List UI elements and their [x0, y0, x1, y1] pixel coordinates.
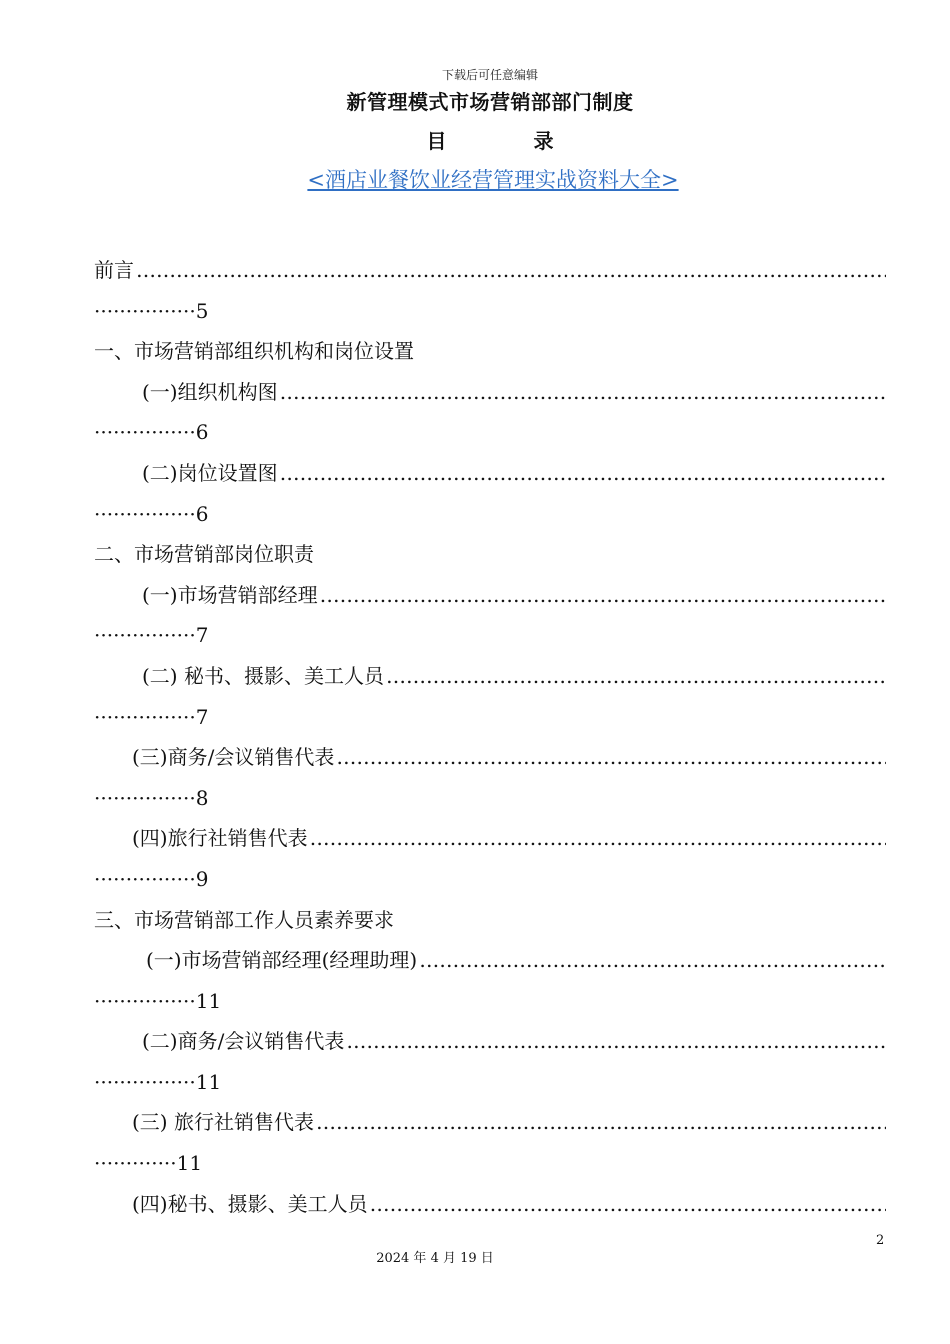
toc-section-heading	[94, 331, 886, 372]
dot-leader	[320, 575, 886, 616]
toc-entry-title: 二、市场营销部岗位职责	[94, 534, 316, 575]
toc-heading: 目 录	[426, 129, 594, 153]
toc-entry[interactable]	[94, 737, 886, 778]
dot-leader: ················	[94, 988, 196, 1013]
toc-entry-title: (四)旅行社销售代表	[132, 818, 310, 859]
toc-page-line	[94, 494, 886, 535]
toc-entry[interactable]	[94, 818, 886, 859]
toc-entry-title: 前言	[94, 250, 136, 291]
toc-entry[interactable]	[94, 453, 886, 494]
toc-page-line	[94, 697, 886, 738]
header-note: 下载后可任意编辑	[441, 68, 538, 82]
dot-leader: ················	[94, 298, 196, 323]
toc-entry[interactable]	[94, 656, 886, 697]
document-title: 新管理模式市场营销部部门制度	[346, 90, 634, 114]
toc-entry-title: (二)商务/会议销售代表	[142, 1021, 346, 1062]
page-number: 2	[876, 1233, 885, 1248]
toc-entry-title: (三)商务/会议销售代表	[132, 737, 336, 778]
dot-leader: ················	[94, 704, 196, 729]
toc-section-heading	[94, 900, 886, 941]
dot-leader	[346, 1021, 886, 1062]
toc-page-line	[94, 1143, 886, 1184]
dot-leader: ················	[94, 1069, 196, 1094]
dot-leader: ·············	[94, 1151, 177, 1176]
toc-entry[interactable]	[94, 1021, 886, 1062]
table-of-contents	[94, 250, 886, 1224]
toc-section-heading	[94, 534, 886, 575]
toc-page-number: 6	[195, 420, 209, 445]
toc-page-number: 11	[195, 988, 222, 1013]
dot-leader: ················	[94, 866, 196, 891]
dot-leader	[370, 1184, 886, 1225]
toc-page-number: 9	[195, 866, 209, 891]
dot-leader	[316, 1102, 886, 1143]
dot-leader: ················	[94, 623, 196, 648]
toc-entry-title: (一)市场营销部经理(经理助理)	[146, 940, 419, 981]
toc-entry-title: (四)秘书、摄影、美工人员	[132, 1184, 370, 1225]
dot-leader	[310, 818, 886, 859]
toc-page-number: 7	[195, 704, 209, 729]
toc-page-line	[94, 981, 886, 1022]
toc-entry-title: 一、市场营销部组织机构和岗位设置	[94, 331, 416, 372]
dot-leader: ················	[94, 420, 196, 445]
toc-entry[interactable]	[94, 372, 886, 413]
toc-entry-title: (一)市场营销部经理	[142, 575, 320, 616]
toc-page-number: 5	[195, 298, 209, 323]
toc-entry[interactable]	[94, 940, 886, 981]
dot-leader: ················	[94, 785, 196, 810]
toc-entry[interactable]	[94, 575, 886, 616]
toc-page-line	[94, 412, 886, 453]
dot-leader	[136, 250, 886, 291]
resource-link[interactable]: <酒店业餐饮业经营管理实战资料大全>	[307, 168, 679, 192]
toc-page-number: 6	[195, 501, 209, 526]
toc-page-line	[94, 778, 886, 819]
toc-page-number: 11	[195, 1069, 222, 1094]
dot-leader	[336, 737, 886, 778]
toc-entry[interactable]	[94, 1102, 886, 1143]
toc-page-number: 7	[195, 623, 209, 648]
toc-entry[interactable]	[94, 1184, 886, 1225]
toc-page-line	[94, 291, 886, 332]
footer-date: 2024 年 4 月 19 日	[376, 1251, 494, 1266]
toc-page-line	[94, 1062, 886, 1103]
toc-page-number: 8	[195, 785, 209, 810]
toc-entry-title: (二)岗位设置图	[142, 453, 280, 494]
dot-leader	[386, 656, 886, 697]
toc-entry-title: 三、市场营销部工作人员素养要求	[94, 900, 396, 941]
dot-leader: ················	[94, 501, 196, 526]
dot-leader	[280, 372, 886, 413]
toc-entry-title: (三) 旅行社销售代表	[132, 1102, 316, 1143]
toc-entry[interactable]	[94, 250, 886, 291]
toc-page-line	[94, 859, 886, 900]
toc-page-line	[94, 615, 886, 656]
toc-entry-title: (二) 秘书、摄影、美工人员	[142, 656, 386, 697]
dot-leader	[419, 940, 886, 981]
dot-leader	[280, 453, 886, 494]
toc-page-number: 11	[176, 1151, 203, 1176]
toc-entry-title: (一)组织机构图	[142, 372, 280, 413]
